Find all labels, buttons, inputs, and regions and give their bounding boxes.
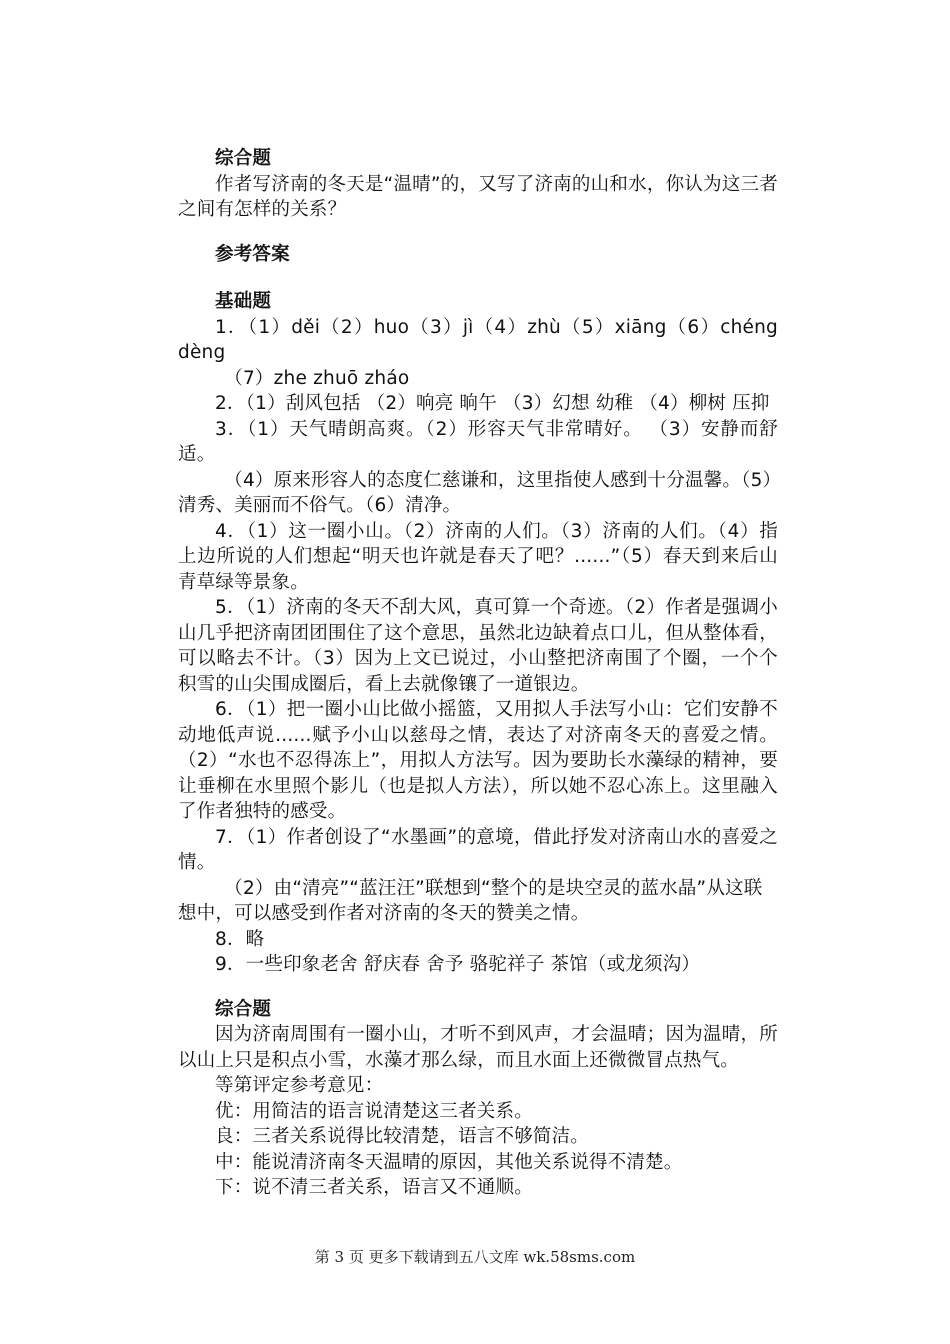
answer-9: 9．一些印象老舍 舒庆春 舍予 骆驼祥子 茶馆（或龙须沟） [215, 954, 701, 975]
answer-7-part-1: 7．（1）作者创设了“水墨画”的意境，借此抒发对济南山水的喜爱之情。 [178, 826, 778, 873]
answer-8: 8．略 [215, 928, 265, 950]
grade-poor: 下：说不清三者关系，语言又不通顺。 [215, 1177, 533, 1198]
answer-2: 2．（1）刮风包括 （2）响亮 晌午 （3）幻想 幼稚 （4）柳树 压抑 [215, 393, 770, 414]
grade-medium: 中：能说清济南冬天温晴的原因，其他关系说得不清楚。 [215, 1151, 683, 1173]
grading-title: 等第评定参考意见： [215, 1075, 384, 1096]
answer-3-part-2: （4）原来形容人的态度仁慈谦和，这里指使人感到十分温馨。（5）清秀、美丽而不俗气。（6）清净。 [178, 469, 772, 516]
section-title-comprehensive-answer: 综合题 [215, 998, 272, 1020]
answer-1-line-2: dèng [178, 342, 226, 363]
section-title-comprehensive: 综合题 [215, 148, 272, 169]
answer-3-part-1: 3．（1）天气晴朗高爽。（2）形容天气非常晴好。 （3）安静而舒适。 [178, 418, 778, 465]
question-text: 作者写济南的冬天是“温晴”的，又写了济南的山和水，你认为这三者之间有怎样的关系？ [178, 173, 778, 220]
answer-6: 6．（1）把一圈小山比做小摇篮，又用拟人手法写小山：它们安静不动地低声说......赋予小山以慈母之情，表达了对济南冬天的喜爱之情。（2）“水也不忍得冻上”，用拟人方法写。因为要助长水藻绿的精神，要让垂柳在水里照个影儿（也是拟人方法），所以她不忍心冻上。这里融入了作者独特的感受。 [178, 699, 778, 822]
answer-4: 4．（1）这一圈小山。（2）济南的人们。（3）济南的人们。（4）指上边所说的人们想起“明天也许就是春天了吧？......”（5）春天到来后山青草绿等景象。 [178, 520, 778, 593]
section-title-basic: 基础题 [215, 291, 272, 312]
answer-5: 5．（1）济南的冬天不刮大风，真可算一个奇迹。（2）作者是强调小山几乎把济南团团围住了这个意思，虽然北边缺着点口儿，但从整体看，可以略去不计。（3）因为上文已说过，小山整把济南围了个圈，一个个积雪的山尖围成圈后，看上去就像镶了一道银边。 [178, 597, 778, 695]
answer-7-part-2: （2）由“清亮”“蓝汪汪”联想到“整个的是块空灵的蓝水晶”从这联想中，可以感受到作者对济南的冬天的赞美之情。 [178, 877, 763, 924]
answers-title: 参考答案 [215, 243, 290, 265]
page-footer: 第 3 页 更多下载请到五八文库 wk.58sms.com [314, 1248, 636, 1266]
answer-1-line-3: （7）zhe zhuō zháo [224, 367, 410, 389]
document-body [178, 146, 778, 1201]
comprehensive-answer: 因为济南周围有一圈小山，才听不到风声，才会温晴；因为温晴，所以山上只是积点小雪，水藻才那么绿，而且水面上还微微冒点热气。 [178, 1024, 778, 1071]
grade-excellent: 优：用简洁的语言说清楚这三者关系。 [215, 1100, 533, 1122]
grade-good: 良：三者关系说得比较清楚，语言不够简洁。 [215, 1126, 590, 1147]
answer-1-line-1: 1．（1）děi（2）huo（3）jì（4）zhù（5）xiāng（6）chéng [215, 316, 778, 338]
